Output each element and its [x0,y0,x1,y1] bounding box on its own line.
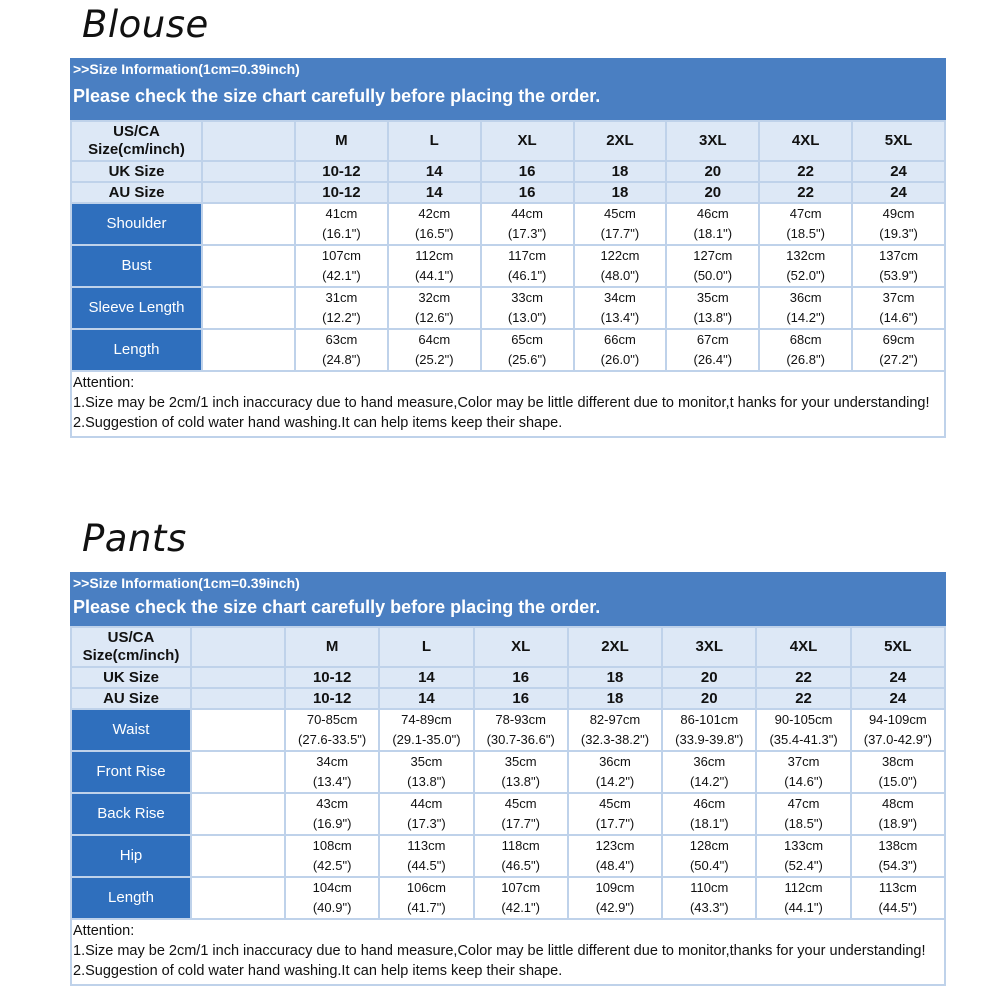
cm-value: 66cm [604,332,636,347]
size-cell: 5XL [852,628,944,666]
cm-value: 106cm [406,880,446,895]
blank-cell [203,204,294,244]
cm-value: 133cm [784,838,824,853]
cm-value: 78-93cm [495,712,546,727]
size-header-row [72,122,944,160]
cm-value: 112cm [784,880,823,895]
measurement-row [72,288,944,328]
cm-value: 108cm [312,838,352,853]
measurement-cell [286,878,378,918]
blank-cell [203,122,294,160]
measurement-cell [667,288,758,328]
measurement-cell [757,878,849,918]
measurement-label: Bust [72,246,201,286]
uk-size-value: 18 [569,668,661,687]
inch-value: (12.2") [322,310,361,325]
cm-value: 37cm [787,754,820,769]
measurement-cell [569,836,661,876]
inch-value: (52.0") [786,268,825,283]
cm-value: 48cm [881,796,914,811]
size-cell: L [389,122,480,160]
inch-value: (16.5") [414,226,454,241]
blank-cell [203,288,294,328]
inch-value: (14.2") [595,774,635,789]
measurement-cell [575,330,666,370]
uk-size-value: 14 [380,668,472,687]
inch-value: (16.9") [312,816,352,831]
measurement-row [72,752,944,792]
inch-value: (50.4") [689,858,729,873]
measurement-cell [760,246,851,286]
cm-value: 46cm [693,796,726,811]
inch-value: (54.3") [878,858,918,873]
uk-size-value: 22 [757,668,849,687]
cm-value: 44cm [410,796,443,811]
measurement-row [72,794,944,834]
au-size-value: 16 [482,183,573,202]
size-header-row [72,628,944,666]
measurement-cell [575,246,666,286]
cm-value: 70-85cm [306,712,358,727]
au-size-row [72,183,944,202]
cm-value: 107cm [321,248,361,263]
measurement-cell [296,330,387,370]
cm-value: 113cm [407,838,446,853]
uk-size-value: 10-12 [296,162,387,181]
uk-size-value: 22 [760,162,851,181]
measurement-cell [380,752,472,792]
uk-size-value: 18 [575,162,666,181]
measurement-cell [853,246,944,286]
measurement-label: Waist [72,710,190,750]
measurement-cell [852,752,944,792]
measurement-cell [760,288,851,328]
blouse-size-chart [70,58,946,438]
au-size-value: 22 [757,689,849,708]
au-size-value: 20 [667,183,758,202]
cm-value: 37cm [882,290,915,305]
blank-cell [203,246,294,286]
measurement-cell [389,288,480,328]
au-size-row [72,689,944,708]
pants-size-table [70,626,946,920]
measurement-cell [380,794,472,834]
au-size-value: 16 [475,689,567,708]
size-info-header: >>Size Information(1cm=0.39inch) [70,572,946,591]
measurement-label: Back Rise [72,794,190,834]
inch-value: (26.4") [693,352,733,367]
cm-value: 112cm [415,248,454,263]
inch-value: (13.8") [407,774,446,789]
measurement-cell [380,836,472,876]
cm-value: 123cm [595,838,635,853]
inch-value: (30.7-36.6") [486,732,555,747]
cm-value: 41cm [325,206,358,221]
measurement-cell [482,288,573,328]
blank-cell [192,628,284,666]
inch-value: (18.1") [693,226,733,241]
measurement-cell [760,330,851,370]
attention-notes [70,920,946,986]
measurement-cell [569,794,661,834]
inch-value: (18.1") [689,816,729,831]
measurement-cell [286,710,378,750]
cm-value: 46cm [696,206,729,221]
measurement-cell [760,204,851,244]
cm-value: 38cm [881,754,914,769]
inch-value: (13.4") [600,310,640,325]
measurement-row [72,246,944,286]
inch-value: (53.9") [879,268,918,283]
au-size-label: AU Size [72,183,201,202]
inch-value: (18.5") [786,226,825,241]
uk-size-value: 14 [389,162,480,181]
au-size-value: 18 [575,183,666,202]
cm-value: 36cm [693,754,726,769]
measurement-cell [482,330,573,370]
measurement-cell [853,204,944,244]
cm-value: 94-109cm [868,712,927,727]
cm-value: 31cm [325,290,358,305]
au-size-value: 22 [760,183,851,202]
cm-value: 45cm [599,796,631,811]
size-check-notice: Please check the size chart carefully before placing the order. [70,77,946,120]
measurement-cell [569,710,661,750]
au-size-label: AU Size [72,689,190,708]
us-size-label: US/CA Size(cm/inch) [72,628,190,666]
cm-value: 34cm [316,754,349,769]
cm-value: 44cm [511,206,543,221]
inch-value: (33.9-39.8") [675,732,744,747]
inch-value: (46.5") [501,858,540,873]
measurement-label: Front Rise [72,752,190,792]
cm-value: 36cm [599,754,631,769]
measurement-cell [852,794,944,834]
inch-value: (12.6") [414,310,454,325]
uk-size-value: 20 [667,162,758,181]
inch-value: (17.7") [595,816,635,831]
measurement-cell [475,752,567,792]
size-info-header: >>Size Information(1cm=0.39inch) [70,58,946,77]
inch-value: (42.9") [595,900,635,915]
blank-cell [192,710,284,750]
measurement-cell [757,710,849,750]
measurement-label: Shoulder [72,204,201,244]
cm-value: 33cm [511,290,543,305]
inch-value: (25.6") [507,352,547,367]
inch-value: (44.5") [878,900,918,915]
measurement-row [72,710,944,750]
size-cell: XL [482,122,573,160]
cm-value: 68cm [789,332,822,347]
measurement-cell [667,246,758,286]
uk-size-value: 24 [853,162,944,181]
inch-value: (44.1") [784,900,823,915]
uk-size-value: 16 [475,668,567,687]
measurement-cell [475,878,567,918]
size-cell: XL [475,628,567,666]
inch-value: (17.7") [600,226,640,241]
blank-cell [203,162,294,181]
cm-value: 47cm [787,796,820,811]
blank-cell [203,183,294,202]
measurement-label: Hip [72,836,190,876]
size-cell: 4XL [760,122,851,160]
cm-value: 42cm [418,206,451,221]
inch-value: (44.1") [414,268,454,283]
measurement-cell [757,794,849,834]
cm-value: 34cm [604,290,636,305]
inch-value: (42.1") [501,900,540,915]
cm-value: 43cm [316,796,349,811]
uk-size-value: 10-12 [286,668,378,687]
measurement-cell [852,710,944,750]
cm-value: 74-89cm [401,712,452,727]
measurement-cell [569,752,661,792]
cm-value: 128cm [689,838,729,853]
size-cell: L [380,628,472,666]
blank-cell [192,689,284,708]
cm-value: 47cm [789,206,822,221]
uk-size-value: 24 [852,668,944,687]
measurement-cell [475,710,567,750]
inch-value: (17.7") [501,816,540,831]
inch-value: (14.2") [786,310,825,325]
inch-value: (44.5") [407,858,446,873]
size-cell: 4XL [757,628,849,666]
inch-value: (48.4") [595,858,635,873]
inch-value: (46.1") [507,268,547,283]
measurement-cell [286,836,378,876]
measurement-cell [569,878,661,918]
inch-value: (14.6") [879,310,918,325]
measurement-cell [389,204,480,244]
cm-value: 65cm [511,332,543,347]
cm-value: 132cm [786,248,826,263]
inch-value: (43.3") [689,900,729,915]
cm-value: 90-105cm [774,712,833,727]
measurement-cell [286,794,378,834]
inch-value: (50.0") [693,268,733,283]
size-cell: 3XL [667,122,758,160]
measurement-cell [389,330,480,370]
inch-value: (13.8") [501,774,540,789]
blank-cell [192,794,284,834]
au-size-value: 18 [569,689,661,708]
inch-value: (41.7") [407,900,446,915]
measurement-cell [575,204,666,244]
attention-heading: Attention: [73,375,135,391]
measurement-cell [853,288,944,328]
cm-value: 117cm [508,248,547,263]
au-size-value: 10-12 [286,689,378,708]
cm-value: 64cm [418,332,451,347]
inch-value: (15.0") [878,774,918,789]
au-size-value: 24 [853,183,944,202]
cm-value: 35cm [504,754,537,769]
uk-size-row [72,668,944,687]
inch-value: (42.1") [322,268,361,283]
cm-value: 107cm [501,880,541,895]
measurement-cell [663,878,755,918]
measurement-cell [296,204,387,244]
inch-value: (13.8") [693,310,733,325]
cm-value: 32cm [418,290,451,305]
measurement-cell [389,246,480,286]
inch-value: (52.4") [784,858,823,873]
inch-value: (19.3") [879,226,918,241]
cm-value: 82-97cm [589,712,641,727]
measurement-cell [663,836,755,876]
uk-size-label: UK Size [72,668,190,687]
measurement-row [72,330,944,370]
blank-cell [192,836,284,876]
au-size-value: 20 [663,689,755,708]
cm-value: 35cm [410,754,443,769]
inch-value: (13.4") [312,774,352,789]
cm-value: 86-101cm [680,712,739,727]
measurement-cell [296,246,387,286]
cm-value: 69cm [882,332,915,347]
inch-value: (25.2") [414,352,454,367]
measurement-cell [475,836,567,876]
measurement-cell [286,752,378,792]
inch-value: (14.2") [689,774,729,789]
inch-value: (13.0") [507,310,547,325]
measurement-cell [852,878,944,918]
inch-value: (16.1") [322,226,361,241]
cm-value: 138cm [878,838,918,853]
measurement-cell [757,836,849,876]
inch-value: (35.4-41.3") [769,732,838,747]
blouse-size-table [70,120,946,372]
size-cell: 3XL [663,628,755,666]
inch-value: (18.5") [784,816,823,831]
inch-value: (24.8") [322,352,361,367]
cm-value: 110cm [690,880,729,895]
inch-value: (26.0") [600,352,640,367]
blank-cell [203,330,294,370]
inch-value: (18.9") [878,816,918,831]
inch-value: (29.1-35.0") [392,732,461,747]
measurement-label: Sleeve Length [72,288,201,328]
measurement-cell [380,710,472,750]
measurement-cell [663,710,755,750]
au-size-value: 24 [852,689,944,708]
measurement-cell [663,794,755,834]
cm-value: 35cm [696,290,729,305]
cm-value: 63cm [325,332,358,347]
size-cell: M [296,122,387,160]
measurement-cell [575,288,666,328]
cm-value: 118cm [501,838,540,853]
measurement-row [72,836,944,876]
measurement-label: Length [72,878,190,918]
size-cell: M [286,628,378,666]
measurement-cell [475,794,567,834]
cm-value: 49cm [882,206,915,221]
cm-value: 127cm [693,248,733,263]
inch-value: (17.3") [407,816,446,831]
inch-value: (40.9") [312,900,352,915]
measurement-cell [482,246,573,286]
inch-value: (17.3") [507,226,547,241]
attention-note-2: 2.Suggestion of cold water hand washing.It can help items keep their shape. [73,415,563,431]
size-cell: 2XL [575,122,666,160]
cm-value: 36cm [789,290,822,305]
measurement-row [72,878,944,918]
size-cell: 2XL [569,628,661,666]
inch-value: (27.2") [879,352,918,367]
cm-value: 104cm [312,880,352,895]
measurement-cell [482,204,573,244]
attention-note-1: 1.Size may be 2cm/1 inch inaccuracy due to hand measure,Color may be little different due to monitor,thanks for your understanding! [73,943,926,959]
measurement-cell [667,330,758,370]
uk-size-value: 20 [663,668,755,687]
measurement-cell [296,288,387,328]
inch-value: (26.8") [786,352,825,367]
uk-size-value: 16 [482,162,573,181]
measurement-row [72,204,944,244]
uk-size-row [72,162,944,181]
size-cell: 5XL [853,122,944,160]
au-size-value: 14 [380,689,472,708]
blank-cell [192,878,284,918]
inch-value: (14.6") [784,774,823,789]
cm-value: 109cm [595,880,635,895]
inch-value: (42.5") [312,858,352,873]
inch-value: (48.0") [600,268,640,283]
blank-cell [192,752,284,792]
cm-value: 113cm [878,880,917,895]
us-size-label: US/CA Size(cm/inch) [72,122,201,160]
measurement-cell [380,878,472,918]
blouse-title: Blouse [82,3,209,46]
cm-value: 122cm [600,248,640,263]
pants-title: Pants [82,517,187,560]
inch-value: (27.6-33.5") [298,732,367,747]
size-check-notice: Please check the size chart carefully before placing the order. [70,591,946,626]
measurement-cell [757,752,849,792]
blank-cell [192,668,284,687]
cm-value: 67cm [696,332,729,347]
measurement-cell [853,330,944,370]
attention-note-1: 1.Size may be 2cm/1 inch inaccuracy due to hand measure,Color may be little different due to monitor,t hanks for your understanding! [73,395,930,411]
attention-note-2: 2.Suggestion of cold water hand washing.It can help items keep their shape. [73,963,563,979]
measurement-cell [663,752,755,792]
cm-value: 45cm [504,796,537,811]
uk-size-label: UK Size [72,162,201,181]
cm-value: 45cm [604,206,636,221]
inch-value: (37.0-42.9") [863,732,932,747]
au-size-value: 10-12 [296,183,387,202]
attention-heading: Attention: [73,923,135,939]
au-size-value: 14 [389,183,480,202]
inch-value: (32.3-38.2") [580,732,650,747]
measurement-cell [667,204,758,244]
cm-value: 137cm [879,248,919,263]
measurement-label: Length [72,330,201,370]
measurement-cell [852,836,944,876]
pants-size-chart [70,572,946,986]
attention-notes [70,372,946,438]
